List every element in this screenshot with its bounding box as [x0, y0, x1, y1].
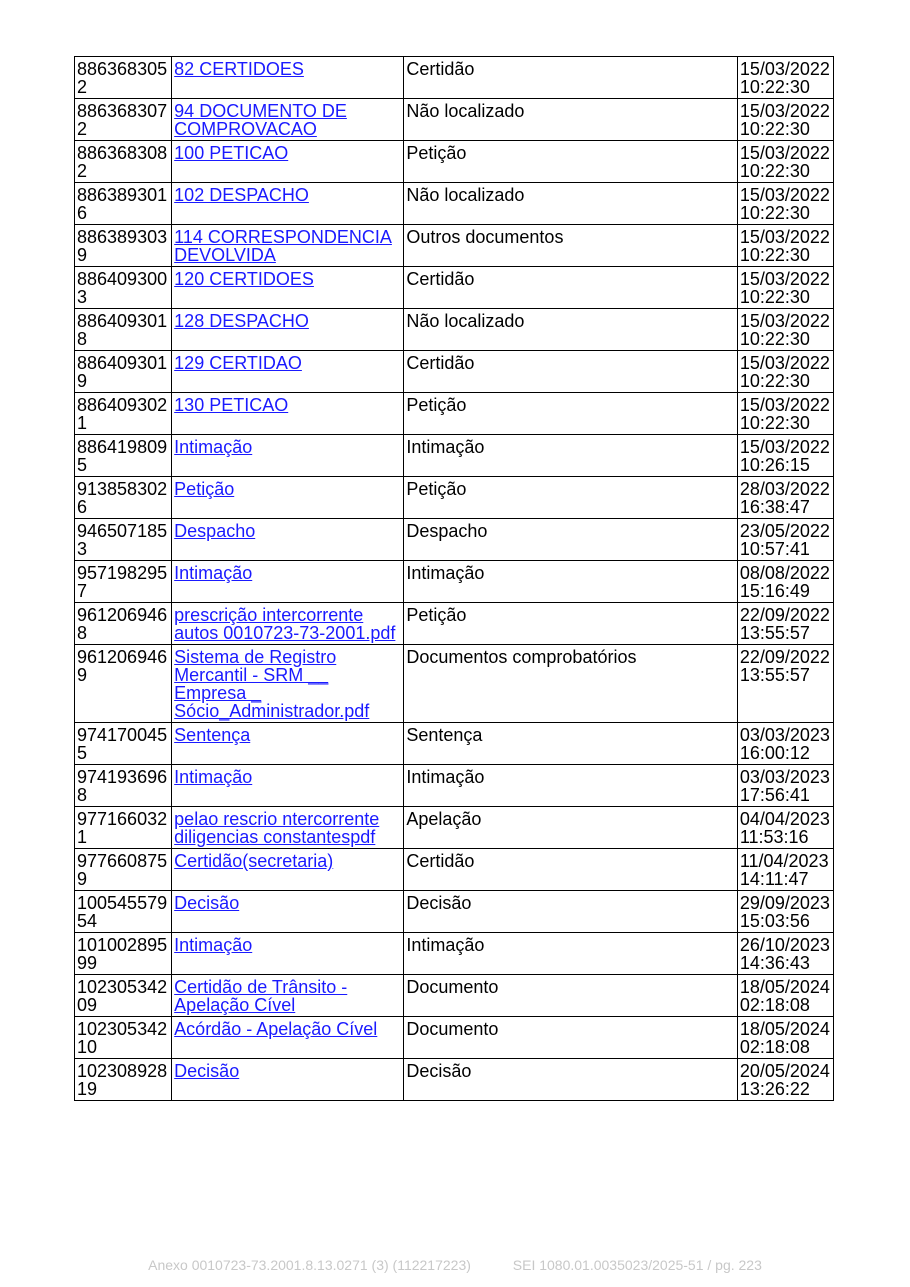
document-link[interactable]: prescrição intercorrente autos 0010723-73-2001.pdf	[174, 605, 396, 643]
document-link[interactable]: 130 PETICAO	[174, 395, 289, 415]
document-datetime-cell	[737, 891, 833, 933]
document-time: 13:26:22	[739, 1079, 810, 1099]
document-time: 10:22:30	[739, 161, 810, 181]
document-name-cell	[172, 561, 404, 603]
document-datetime-cell	[737, 141, 833, 183]
footer-sei-page: SEI 1080.01.0035023/2025-51 / pg. 223	[512, 1257, 762, 1273]
document-link[interactable]: Petição	[174, 479, 235, 499]
document-name-cell	[172, 141, 404, 183]
document-type-cell: Documento	[404, 975, 737, 1017]
document-id-cell: 9741700455	[75, 723, 172, 765]
table-row	[75, 1017, 834, 1059]
document-time: 14:11:47	[739, 869, 809, 889]
document-date: 23/05/2022	[739, 521, 830, 541]
document-id-cell: 8864093018	[75, 309, 172, 351]
table-row	[75, 99, 834, 141]
document-name-cell	[172, 933, 404, 975]
table-row	[75, 57, 834, 99]
document-link[interactable]: 94 DOCUMENTO DE COMPROVACAO	[174, 101, 347, 139]
document-time: 13:55:57	[739, 665, 810, 685]
table-row	[75, 1059, 834, 1101]
document-datetime-cell	[737, 975, 833, 1017]
document-date: 03/03/2023	[739, 767, 830, 787]
document-time: 10:22:30	[739, 77, 810, 97]
table-row	[75, 351, 834, 393]
document-type-cell: Certidão	[404, 57, 737, 99]
document-datetime-cell	[737, 57, 833, 99]
document-link[interactable]: Sentença	[174, 725, 251, 745]
table-row	[75, 393, 834, 435]
document-name-cell	[172, 645, 404, 723]
document-name-cell	[172, 477, 404, 519]
table-row	[75, 849, 834, 891]
document-type-cell: Intimação	[404, 435, 737, 477]
document-link[interactable]: 129 CERTIDAO	[174, 353, 302, 373]
document-date: 18/05/2024	[739, 977, 830, 997]
document-name-cell	[172, 891, 404, 933]
document-datetime-cell	[737, 183, 833, 225]
document-name-cell	[172, 519, 404, 561]
document-name-cell	[172, 975, 404, 1017]
document-time: 10:57:41	[739, 539, 810, 559]
document-date: 29/09/2023	[739, 893, 830, 913]
document-name-cell	[172, 1059, 404, 1101]
table-row	[75, 975, 834, 1017]
document-type-cell: Não localizado	[404, 99, 737, 141]
document-time: 11:53:16	[739, 827, 809, 847]
document-link[interactable]: 114 CORRESPONDENCIA DEVOLVIDA	[174, 227, 392, 265]
document-date: 22/09/2022	[739, 647, 830, 667]
document-link[interactable]: Decisão	[174, 1061, 240, 1081]
document-type-cell: Despacho	[404, 519, 737, 561]
document-id-cell: 10100289599	[75, 933, 172, 975]
document-date: 11/04/2023	[739, 851, 829, 871]
document-date: 26/10/2023	[739, 935, 830, 955]
document-id-cell: 8864093019	[75, 351, 172, 393]
document-link[interactable]: Intimação	[174, 563, 253, 583]
document-id-cell: 9612069468	[75, 603, 172, 645]
document-link[interactable]: Certidão(secretaria)	[174, 851, 334, 871]
document-link[interactable]: 102 DESPACHO	[174, 185, 309, 205]
document-datetime-cell	[737, 225, 833, 267]
document-name-cell	[172, 435, 404, 477]
document-name-cell	[172, 267, 404, 309]
page-footer	[0, 1257, 910, 1273]
document-type-cell: Certidão	[404, 849, 737, 891]
document-link[interactable]: 82 CERTIDOES	[174, 59, 304, 79]
table-row	[75, 933, 834, 975]
table-row	[75, 435, 834, 477]
document-datetime-cell	[737, 351, 833, 393]
document-type-cell: Petição	[404, 393, 737, 435]
document-time: 10:22:30	[739, 329, 810, 349]
document-type-cell: Intimação	[404, 933, 737, 975]
document-link[interactable]: 100 PETICAO	[174, 143, 289, 163]
document-date: 22/09/2022	[739, 605, 830, 625]
document-id-cell: 8863683072	[75, 99, 172, 141]
document-name-cell	[172, 603, 404, 645]
table-row	[75, 645, 834, 723]
document-link[interactable]: Intimação	[174, 437, 253, 457]
document-datetime-cell	[737, 309, 833, 351]
table-row	[75, 723, 834, 765]
document-time: 10:22:30	[739, 287, 810, 307]
document-datetime-cell	[737, 645, 833, 723]
document-name-cell	[172, 183, 404, 225]
document-link[interactable]: pelao rescrio ntercorrente diligencias constantespdf	[174, 809, 380, 847]
document-type-cell: Sentença	[404, 723, 737, 765]
document-time: 10:22:30	[739, 245, 810, 265]
table-row	[75, 765, 834, 807]
document-time: 10:22:30	[739, 119, 810, 139]
document-datetime-cell	[737, 477, 833, 519]
document-time: 14:36:43	[739, 953, 810, 973]
table-row	[75, 225, 834, 267]
document-name-cell	[172, 1017, 404, 1059]
document-name-cell	[172, 723, 404, 765]
document-date: 08/08/2022	[739, 563, 830, 583]
document-date: 28/03/2022	[739, 479, 830, 499]
document-type-cell: Certidão	[404, 267, 737, 309]
document-datetime-cell	[737, 603, 833, 645]
document-type-cell: Outros documentos	[404, 225, 737, 267]
document-date: 15/03/2022	[739, 353, 830, 373]
document-time: 02:18:08	[739, 995, 810, 1015]
document-id-cell: 9138583026	[75, 477, 172, 519]
document-name-cell	[172, 765, 404, 807]
document-date: 15/03/2022	[739, 437, 830, 457]
document-type-cell: Decisão	[404, 891, 737, 933]
document-id-cell: 10230534210	[75, 1017, 172, 1059]
document-id-cell: 9571982957	[75, 561, 172, 603]
table-row	[75, 477, 834, 519]
document-datetime-cell	[737, 1017, 833, 1059]
document-name-cell	[172, 351, 404, 393]
table-row	[75, 267, 834, 309]
document-link[interactable]: Despacho	[174, 521, 256, 541]
document-date: 20/05/2024	[739, 1061, 830, 1081]
table-row	[75, 519, 834, 561]
document-id-cell: 8863893039	[75, 225, 172, 267]
table-row	[75, 603, 834, 645]
document-time: 15:16:49	[739, 581, 810, 601]
document-type-cell: Certidão	[404, 351, 737, 393]
document-id-cell: 8863683082	[75, 141, 172, 183]
document-datetime-cell	[737, 765, 833, 807]
document-type-cell: Apelação	[404, 807, 737, 849]
document-time: 15:03:56	[739, 911, 810, 931]
footer-annex: Anexo 0010723-73.2001.8.13.0271 (3) (112217223)	[148, 1257, 471, 1273]
table-row	[75, 891, 834, 933]
document-time: 16:38:47	[739, 497, 810, 517]
document-date: 04/04/2023	[739, 809, 830, 829]
table-row	[75, 141, 834, 183]
table-row	[75, 561, 834, 603]
document-time: 10:26:15	[739, 455, 810, 475]
document-date: 15/03/2022	[739, 143, 830, 163]
document-link[interactable]: Intimação	[174, 935, 253, 955]
document-datetime-cell	[737, 267, 833, 309]
document-date: 15/03/2022	[739, 59, 830, 79]
document-type-cell: Intimação	[404, 765, 737, 807]
document-time: 10:22:30	[739, 413, 810, 433]
document-id-cell: 8863893016	[75, 183, 172, 225]
documents-table	[74, 56, 834, 1101]
document-type-cell: Não localizado	[404, 183, 737, 225]
document-name-cell	[172, 309, 404, 351]
document-name-cell	[172, 57, 404, 99]
document-date: 15/03/2022	[739, 269, 830, 289]
document-link[interactable]: Intimação	[174, 767, 253, 787]
table-row	[75, 807, 834, 849]
document-date: 18/05/2024	[739, 1019, 830, 1039]
document-date: 15/03/2022	[739, 311, 830, 331]
document-datetime-cell	[737, 519, 833, 561]
document-date: 03/03/2023	[739, 725, 830, 745]
document-datetime-cell	[737, 723, 833, 765]
document-link[interactable]: 120 CERTIDOES	[174, 269, 314, 289]
document-date: 15/03/2022	[739, 395, 830, 415]
document-link[interactable]: Sistema de Registro Mercantil - SRM __ Empresa _ Sócio_Administrador.pdf	[174, 647, 370, 721]
document-name-cell	[172, 807, 404, 849]
document-time: 02:18:08	[739, 1037, 810, 1057]
document-id-cell: 10054557954	[75, 891, 172, 933]
document-id-cell: 10230534209	[75, 975, 172, 1017]
document-datetime-cell	[737, 807, 833, 849]
document-id-cell: 9741936968	[75, 765, 172, 807]
document-type-cell: Não localizado	[404, 309, 737, 351]
document-name-cell	[172, 393, 404, 435]
document-datetime-cell	[737, 393, 833, 435]
document-id-cell: 8864198095	[75, 435, 172, 477]
documents-table-body	[75, 57, 834, 1101]
document-id-cell: 8864093021	[75, 393, 172, 435]
document-time: 16:00:12	[739, 743, 810, 763]
document-time: 17:56:41	[739, 785, 810, 805]
document-type-cell: Documentos comprobatórios	[404, 645, 737, 723]
document-link[interactable]: Certidão de Trânsito - Apelação Cível	[174, 977, 348, 1015]
document-type-cell: Decisão	[404, 1059, 737, 1101]
document-link[interactable]: Acórdão - Apelação Cível	[174, 1019, 378, 1039]
document-time: 10:22:30	[739, 203, 810, 223]
document-id-cell: 8864093003	[75, 267, 172, 309]
document-id-cell: 9612069469	[75, 645, 172, 723]
document-date: 15/03/2022	[739, 227, 830, 247]
table-row	[75, 183, 834, 225]
document-link[interactable]: Decisão	[174, 893, 240, 913]
table-row	[75, 309, 834, 351]
document-datetime-cell	[737, 561, 833, 603]
document-type-cell: Intimação	[404, 561, 737, 603]
document-datetime-cell	[737, 99, 833, 141]
document-name-cell	[172, 225, 404, 267]
document-id-cell: 9776608759	[75, 849, 172, 891]
document-time: 13:55:57	[739, 623, 810, 643]
document-datetime-cell	[737, 933, 833, 975]
document-id-cell: 10230892819	[75, 1059, 172, 1101]
document-name-cell	[172, 99, 404, 141]
document-datetime-cell	[737, 849, 833, 891]
document-type-cell: Petição	[404, 603, 737, 645]
document-datetime-cell	[737, 1059, 833, 1101]
document-type-cell: Petição	[404, 477, 737, 519]
document-id-cell: 9771660321	[75, 807, 172, 849]
document-time: 10:22:30	[739, 371, 810, 391]
document-datetime-cell	[737, 435, 833, 477]
document-id-cell: 9465071853	[75, 519, 172, 561]
document-type-cell: Documento	[404, 1017, 737, 1059]
document-date: 15/03/2022	[739, 185, 830, 205]
document-type-cell: Petição	[404, 141, 737, 183]
document-link[interactable]: 128 DESPACHO	[174, 311, 309, 331]
document-name-cell	[172, 849, 404, 891]
document-id-cell: 8863683052	[75, 57, 172, 99]
document-date: 15/03/2022	[739, 101, 830, 121]
